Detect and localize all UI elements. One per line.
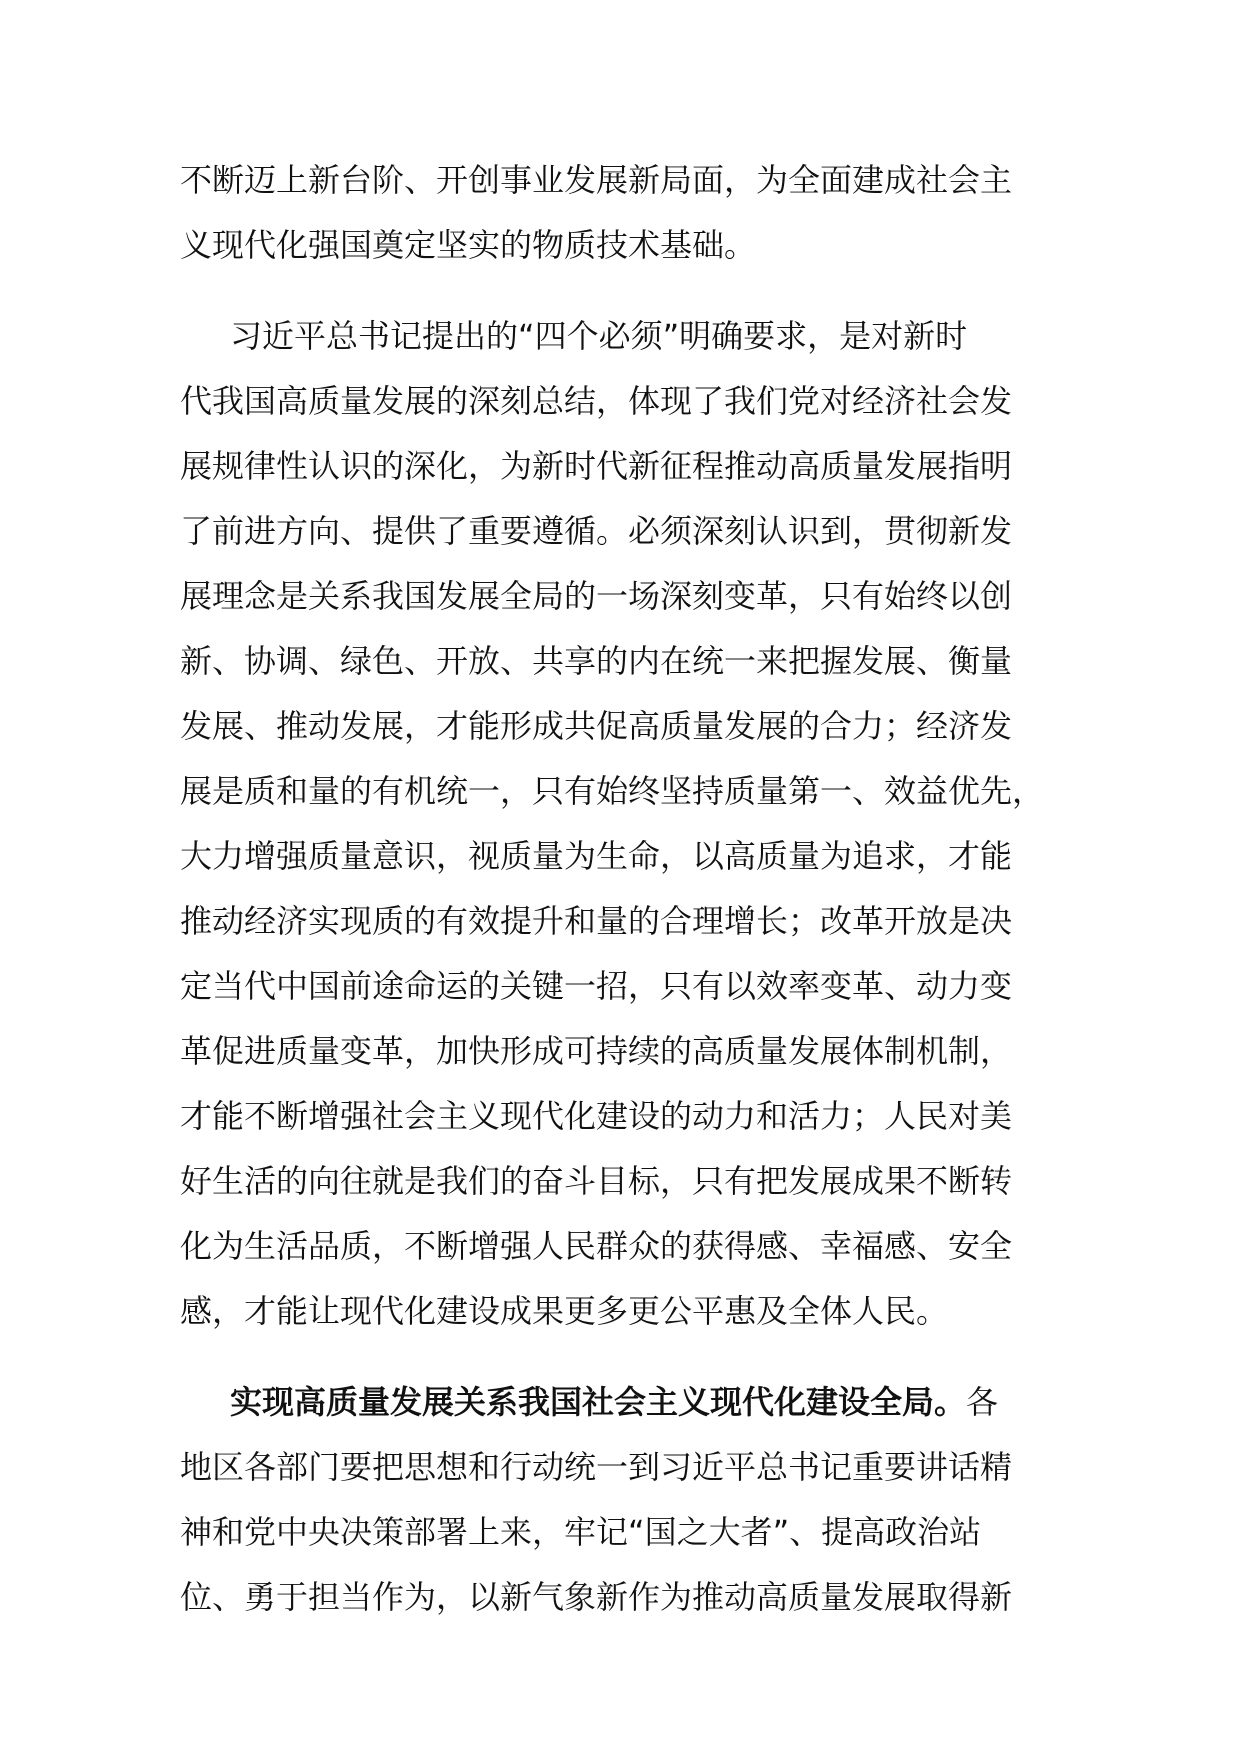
paragraph-line: 习近平总书记提出的“四个必须”明确要求，是对新时 [230,317,968,355]
paragraph-line: 义现代化强国奠定坚实的物质技术基础。 [180,226,757,264]
lead-line-rest: 各 [966,1383,999,1421]
paragraph-line: 展是质和量的有机统一，只有始终坚持质量第一、效益优先， [180,772,1045,810]
paragraph-line: 了前进方向、提供了重要遵循。必须深刻认识到，贯彻新发 [180,512,1013,550]
paragraph-line: 展理念是关系我国发展全局的一场深刻变革，只有始终以创 [180,577,1013,615]
paragraph-line: 代我国高质量发展的深刻总结，体现了我们党对经济社会发 [180,382,1013,420]
paragraph-line: 化为生活品质，不断增强人民群众的获得感、幸福感、安全 [180,1227,1013,1265]
paragraph-1 [180,148,1060,278]
paragraph-2 [180,304,1060,1344]
paragraph-line: 位、勇于担当作为，以新气象新作为推动高质量发展取得新 [180,1578,1013,1616]
paragraph-line: 革促进质量变革，加快形成可持续的高质量发展体制机制， [180,1032,1013,1070]
paragraph-line: 发展、推动发展，才能形成共促高质量发展的合力；经济发 [180,707,1013,745]
paragraph-line: 定当代中国前途命运的关键一招，只有以效率变革、动力变 [180,967,1013,1005]
paragraph-line: 不断迈上新台阶、开创事业发展新局面，为全面建成社会主 [180,161,1013,199]
paragraph-line: 大力增强质量意识，视质量为生命，以高质量为追求，才能 [180,837,1013,875]
paragraph-line: 好生活的向往就是我们的奋斗目标，只有把发展成果不断转 [180,1162,1013,1200]
paragraph-line: 地区各部门要把思想和行动统一到习近平总书记重要讲话精 [180,1448,1013,1486]
paragraph-line: 才能不断增强社会主义现代化建设的动力和活力；人民对美 [180,1097,1013,1135]
paragraph-line: 神和党中央决策部署上来，牢记“国之大者”、提高政治站 [180,1513,982,1551]
paragraph-line: 展规律性认识的深化，为新时代新征程推动高质量发展指明 [180,447,1013,485]
paragraph-line: 新、协调、绿色、开放、共享的内在统一来把握发展、衡量 [180,642,1013,680]
paragraph-line: 推动经济实现质的有效提升和量的合理增长；改革开放是决 [180,902,1013,940]
article-body [180,148,1060,1630]
bold-lead-sentence: 实现高质量发展关系我国社会主义现代化建设全局。 [230,1383,967,1421]
paragraph-first-line [180,1370,1060,1435]
paragraph-line: 感，才能让现代化建设成果更多更公平惠及全体人民。 [180,1292,949,1330]
paragraph-3 [180,1370,1060,1630]
